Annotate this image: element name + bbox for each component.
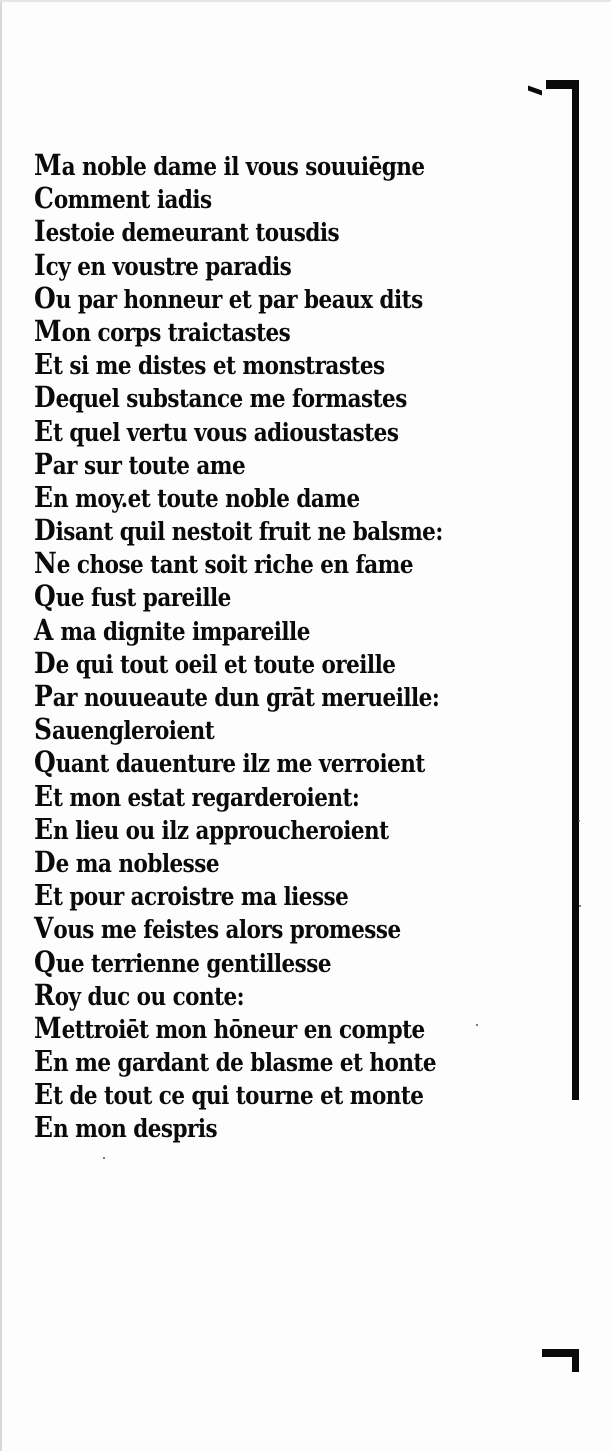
verse-line-text: t quel vertu vous adioustastes	[53, 417, 399, 447]
verse-line-initial: E	[34, 811, 54, 846]
verse-line	[34, 813, 438, 846]
verse-line-initial: S	[34, 712, 53, 747]
verse-line	[34, 580, 438, 613]
verse-line	[34, 149, 438, 182]
verse-line-initial: E	[34, 1077, 54, 1112]
verse-line	[34, 912, 438, 945]
verse-line-text: t si me distes et monstrastes	[53, 351, 385, 381]
verse-line	[34, 680, 438, 713]
verse-line-text: ue terrienne gentillesse	[55, 948, 332, 978]
verse-line-initial: E	[34, 878, 54, 913]
verse-line	[34, 448, 438, 481]
verse-line	[34, 746, 438, 779]
verse-line-text: oy duc ou conte:	[54, 981, 245, 1011]
verse-line	[34, 215, 438, 248]
verse-line	[34, 846, 438, 879]
verse-line-initial: D	[34, 513, 56, 548]
verse-line-initial: E	[34, 347, 54, 382]
page-left-edge	[0, 0, 2, 1451]
verse-line-text: on corps traictastes	[61, 317, 291, 347]
verse-line-text: e qui tout oeil et toute oreille	[55, 649, 396, 679]
print-speck	[579, 905, 581, 907]
page-top-edge	[0, 0, 611, 2]
verse-line-text: n mon despris	[53, 1114, 218, 1144]
verse-line-text: omment iadis	[53, 185, 212, 215]
verse-line	[34, 1012, 438, 1045]
verse-line-text: ettroiēt mon hōneur en compte	[61, 1014, 425, 1044]
verse-line-initial: D	[34, 380, 56, 415]
print-speck	[476, 1024, 478, 1026]
verse-line	[34, 415, 438, 448]
verse-line-initial: I	[34, 214, 46, 249]
verse-line	[34, 713, 438, 746]
verse-line-initial: M	[34, 313, 62, 348]
verse-line-text: equel substance me formastes	[55, 384, 407, 414]
verse-line-text: t de tout ce qui tourne et monte	[53, 1081, 424, 1111]
verse-line-text: u par honneur et par beaux dits	[55, 284, 423, 314]
verse-line	[34, 647, 438, 680]
verse-line	[34, 348, 438, 381]
verse-line-initial: Q	[34, 944, 56, 979]
verse-line	[34, 979, 438, 1012]
verse-line-initial: P	[34, 446, 53, 481]
verse-line-text: uant dauenture ilz me verroient	[55, 749, 425, 779]
verse-line	[34, 1045, 438, 1078]
verse-line	[34, 315, 438, 348]
verse-line-initial: V	[34, 911, 54, 946]
verse-line-initial: Q	[34, 745, 56, 780]
verse-line-text: t mon estat regarderoient:	[53, 782, 360, 812]
verse-line-initial: P	[34, 679, 53, 713]
verse-line-text: n lieu ou ilz approucheroient	[53, 815, 389, 845]
verse-line-text: n moy.et toute noble dame	[53, 483, 360, 513]
verse-line-initial: E	[34, 1044, 54, 1079]
verse-line-text: ue fust pareille	[55, 583, 231, 613]
verse-line-initial: E	[34, 1110, 54, 1145]
verse-text	[34, 149, 504, 1145]
verse-line	[34, 1111, 438, 1144]
verse-line	[34, 780, 438, 813]
verse-line-text: cy en voustre paradis	[45, 251, 292, 281]
verse-line	[34, 547, 438, 580]
verse-line-initial: A	[34, 612, 54, 647]
print-speck	[578, 820, 580, 822]
verse-line-initial: R	[34, 977, 55, 1012]
verse-line-initial: M	[34, 1010, 62, 1045]
verse-line-text: e chose tant soit riche en fame	[56, 550, 414, 580]
verse-line-text: t pour acroistre ma liesse	[53, 882, 349, 912]
verse-line-text: e ma noblesse	[55, 848, 220, 878]
margin-rule-bottom-vertical	[572, 1349, 579, 1372]
verse-line-initial: C	[34, 181, 54, 216]
margin-rule-vertical	[572, 80, 579, 1100]
verse-line-initial: E	[34, 479, 54, 514]
print-speck	[103, 1157, 105, 1159]
verse-line-initial: N	[34, 546, 57, 581]
verse-line	[34, 614, 438, 647]
verse-line	[34, 182, 438, 215]
verse-line-initial: O	[34, 280, 56, 315]
verse-line-initial: M	[34, 148, 62, 182]
verse-line-initial: E	[34, 413, 54, 448]
verse-line-initial: D	[34, 844, 56, 879]
verse-line-text: n me gardant de blasme et honte	[53, 1048, 437, 1078]
verse-line-text: ar nouueaute dun grāt merueille:	[52, 683, 440, 712]
verse-line-text: isant quil nestoit fruit ne balsme:	[55, 517, 443, 547]
verse-line-initial: E	[34, 778, 54, 813]
verse-line-text: estoie demeurant tousdis	[45, 218, 340, 248]
verse-line-text: auengleroient	[52, 716, 215, 746]
verse-line	[34, 381, 438, 414]
margin-rule-top-tick	[528, 85, 542, 95]
verse-line	[34, 946, 438, 979]
verse-line	[34, 1078, 438, 1111]
verse-line	[34, 879, 438, 912]
verse-line-text: a noble dame il vous souuiēgne	[61, 152, 425, 181]
verse-line-initial: D	[34, 645, 56, 680]
verse-line	[34, 282, 438, 315]
verse-line	[34, 481, 438, 514]
verse-line	[34, 249, 438, 282]
verse-line-text: ous me feistes alors promesse	[53, 915, 401, 945]
verse-line-initial: I	[34, 247, 46, 282]
verse-line-text: ar sur toute ame	[52, 450, 246, 480]
verse-line-initial: Q	[34, 579, 56, 614]
verse-line	[34, 513, 443, 548]
verse-line-text: ma dignite impareille	[53, 616, 310, 646]
